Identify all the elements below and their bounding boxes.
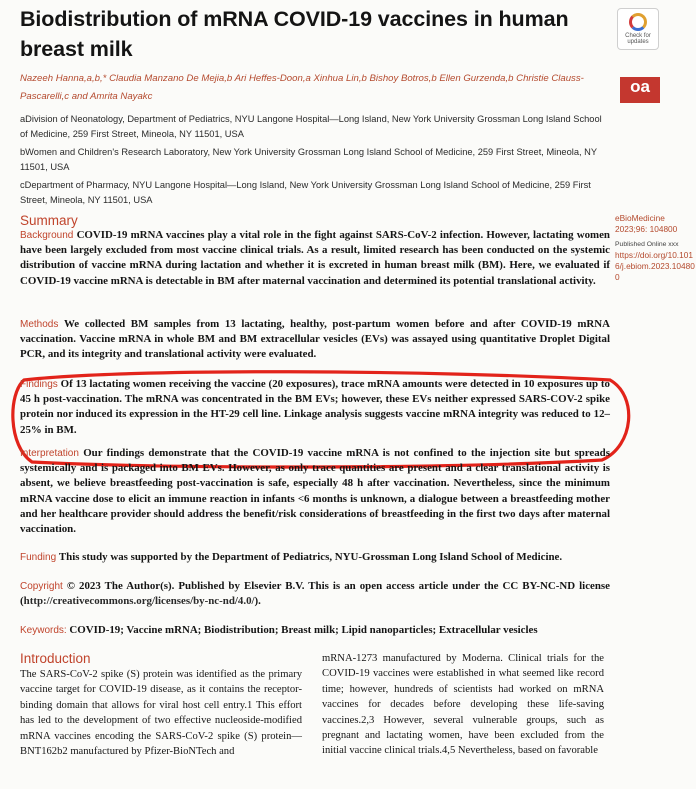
- funding-label: Funding: [20, 552, 57, 563]
- findings-label: Findings: [20, 379, 58, 390]
- copyright-end: ).: [254, 595, 261, 608]
- methods-paragraph: [20, 317, 610, 363]
- background-paragraph: [20, 228, 610, 289]
- methods-label: Methods: [20, 319, 59, 330]
- keywords-text: COVID-19; Vaccine mRNA; Biodistribution; Breast milk; Lipid nanoparticles; Extracellular vesicles: [69, 624, 538, 636]
- interpretation-text: Our findings demonstrate that the COVID-19 vaccine mRNA is not confined to the injection site but spreads systemically and is packaged into BM EVs. However, as only trace quantities are present and a clear translational activity is absent, we believe breastfeeding post-vaccination is safe, especially 48 h after vaccination. Nevertheless, since the minimum mRNA vaccine dose to elicit an immune reaction in infants <6 months is unknown, a dialogue between a breastfeeding mother and her healthcare provider should address the benefit/risk considerations of breastfeeding in the first two days after maternal vaccination.: [20, 447, 610, 536]
- copyright-label: Copyright: [20, 581, 63, 592]
- intro-right-column: mRNA-1273 manufactured by Moderna. Clinical trials for the COVID-19 vaccines were established in what seemed like record time; however, hundreds of scientists had worked on mRNA vaccines for decades before developing these life-saving vaccines.2,3 However, several vulnerable groups, such as pregnant and lactating women, have been excluded from the initial vaccine clinical trials.4,5 Nevertheless, based on favorable: [322, 653, 604, 757]
- copyright-paragraph: [20, 579, 610, 609]
- license-link[interactable]: http://creativecommons.org/licenses/by-nc-nd/4.0/: [23, 595, 255, 608]
- journal-volume: 2023;96: 104800: [615, 224, 678, 234]
- funding-text: This study was supported by the Department of Pediatrics, NYU-Grossman Long Island School of Medicine.: [58, 551, 563, 563]
- keywords-label: Keywords:: [20, 625, 67, 636]
- check-for-updates-badge[interactable]: [617, 8, 659, 50]
- article-title: Biodistribution of mRNA COVID-19 vaccines in human breast milk: [20, 7, 569, 61]
- findings-paragraph: [20, 377, 610, 438]
- affiliation-c: cDepartment of Pharmacy, NYU Langone Hospital—Long Island, New York University Grossman Long Island School of Medicine, 259 First Street, Mineola, NY 11501, USA: [20, 180, 591, 205]
- journal-name: eBioMedicine: [615, 213, 665, 223]
- oa-label: oa: [630, 77, 650, 96]
- findings-text: Of 13 lactating women receiving the vaccine (20 exposures), trace mRNA amounts were detected in 10 exposures up to 45 h post-vaccination. The mRNA was concentrated in the BM EVs; however, these EVs neither expressed SARS-COV-2 spike protein nor induced its expression in the HT-29 cell line. Linkage analysis suggests vaccine mRNA integrity was reduced to 12–25% in BM.: [20, 378, 610, 436]
- affiliation-a: aDivision of Neonatology, Department of Pediatrics, NYU Langone Hospital—Long Island, New York University Grossman Long Island School of Medicine, 259 First Street, Mineola, NY 11501, USA: [20, 114, 602, 139]
- methods-text: We collected BM samples from 13 lactating, healthy, post-partum women before and after COVID-19 mRNA vaccination. Vaccine mRNA in whole BM and BM extracellular vesicles (EVs) was assayed using quantitative Droplet Digital PCR, and its integrity and translational activity were evaluated.: [20, 318, 610, 361]
- keywords-paragraph: [20, 623, 610, 638]
- intro-left-column: The SARS-CoV-2 spike (S) protein was identified as the primary vaccine target for COVID-19 disease, as it contains the receptor-binding domain that allows for viral host cell entry.1 This effort has led to the development of two effective nucleoside-modified mRNA vaccines encoding the SARS-CoV-2 spike (S) protein—BNT162b2 manufactured by Pfizer-BioNTech and: [20, 669, 302, 758]
- background-text: COVID-19 mRNA vaccines play a vital role in the fight against SARS-CoV-2 infection. However, lactating women have been largely excluded from most vaccine clinical trials. As a result, limited research has been conducted on the systemic distribution of vaccine mRNA during lactation and whether it is excreted in human breast milk (BM). Here, we evaluated if COVID-19 vaccine mRNA is detectable in BM after maternal vaccination and determined its potential translational activity.: [20, 229, 610, 287]
- author-list: Nazeeh Hanna,a,b,* Claudia Manzano De Mejia,b Ari Heffes-Doon,a Xinhua Lin,b Bishoy Botros,b Ellen Gurzenda,b Christie Clauss-Pascarelli,c and Amrita Nayakc: [20, 73, 584, 102]
- interpretation-paragraph: [20, 446, 610, 537]
- background-label: Background: [20, 230, 74, 241]
- affiliations: [20, 112, 610, 211]
- interpretation-label: Interpretation: [20, 448, 79, 459]
- summary-heading: Summary: [20, 213, 78, 228]
- open-access-logo: [620, 77, 660, 103]
- check-updates-icon: [629, 13, 647, 31]
- journal-sidebar: [615, 213, 695, 283]
- funding-paragraph: [20, 550, 610, 565]
- introduction-heading: Introduction: [20, 651, 91, 666]
- affiliation-b: bWomen and Children's Research Laboratory, New York University Grossman Long Island School of Medicine, 259 First Street, Mineola, NY 11501, USA: [20, 147, 597, 172]
- published-online: Published Online xxx: [615, 241, 679, 248]
- check-updates-label: Check for updates: [625, 33, 651, 45]
- copyright-text: © 2023 The Author(s). Published by Elsevier B.V. This is an open access article under the CC BY-NC-ND license (: [20, 580, 610, 608]
- doi-link[interactable]: https://doi.org/10.1016/j.ebiom.2023.104800: [615, 250, 695, 282]
